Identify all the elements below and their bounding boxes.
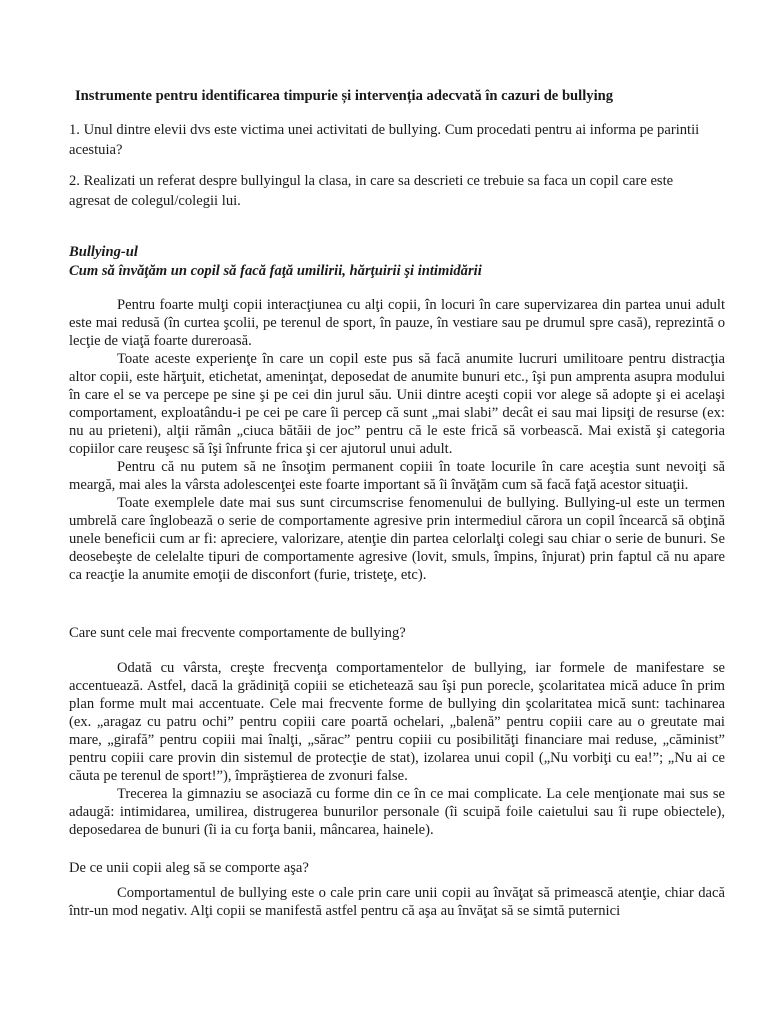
paragraph: Comportamentul de bullying este o cale prin care unii copii au învăţat să primească atenţie, chiar dacă într-un mod negativ. Alţi copii se manifestă astfel pentru că aşa au învăţat să se simtă puternici	[69, 885, 725, 919]
section-subheading: Cum să învăţăm un copil să facă faţă umilirii, hărţuirii şi intimidării	[69, 263, 482, 279]
document-title: Instrumente pentru identificarea timpurie și intervenția adecvată în cazuri de bullying	[75, 88, 614, 104]
question-heading-1: Care sunt cele mai frecvente comportamente de bullying?	[69, 625, 406, 641]
paragraph: Pentru că nu putem să ne însoţim permanent copiii în toate locurile în care aceştia sunt nevoiţi să meargă, mai ales la vârsta adolescenţei este foarte important să îi învăţăm cum să facă faţă acestor situaţii.	[69, 459, 725, 493]
body-section-3	[69, 884, 725, 920]
paragraph: Toate exemplele date mai sus sunt circumscrise fenomenului de bullying. Bullying-ul este un termen umbrelă care înglobează o serie de comportamente agresive prin intermediul cărora un copil încearcă să obţină unele beneficii cum ar fi: apreciere, valorizare, atenţie din partea celorlalţi colegi sau chiar o serie de bunuri. Se deosebeşte de celelalte tipuri de comportamente agresive (lovit, smuls, împins, înjurat) prin faptul că nu apare ca reacţie la anumite emoţii de disconfort (furie, tristeţe, etc).	[69, 495, 725, 583]
paragraph: Toate aceste experienţe în care un copil este pus să facă anumite lucruri umilitoare pentru distracţia altor copii, este hărţuit, etichetat, ameninţat, deposedat de anumite bunuri etc., îşi pun amprenta asupra modului în care el se va percepe pe sine şi pe cei din jurul său. Unii dintre aceşti copii vor alege să adopte şi ei acelaşi comportament, exploatându-i pe cei pe care îi percep că sunt „mai slabi” decât ei sau mai lipsiţi de resurse (ex: nu au prieteni), alţii rămân „ciuca bătăii de joc” pentru că le este frică să vorbească. Mai există şi categoria copiilor care reuşesc să îşi înfrunte frica şi cer ajutorul unui adult.	[69, 351, 725, 457]
paragraph: Odată cu vârsta, creşte frecvenţa comportamentelor de bullying, iar formele de manifestare se accentuează. Astfel, dacă la grădiniţă copiii se etichetează sau îşi pun porecle, şcolaritatea mică aduce în prim plan forme mult mai accentuate. Cele mai frecvente forme de bullying din şcolaritatea mică sunt: tachinarea (ex. „aragaz cu patru ochi” pentru copiii care poartă ochelari, „balenă” pentru copiii care au o greutate mai mare, „girafă” pentru copiii mai înalţi, „sărac” pentru copiii cu posibilităţi financiare mai reduse, „căminist” pentru copiii care provin din sistemul de protecţie de stat), izolarea unui copil („Nu vorbiţi cu ea!”; „Nu ai ce căuta pe terenul de sport!”), împrăştierea de zvonuri false.	[69, 660, 725, 784]
paragraph: Pentru foarte mulţi copii interacţiunea cu alţi copii, în locuri în care supervizarea din partea unui adult este mai redusă (în curtea şcolii, pe terenul de sport, în pauze, în vestiare sau pe drumul spre casă), reprezintă o lecţie de viaţă foarte dureroasă.	[69, 297, 725, 349]
question-heading-2: De ce unii copii aleg să se comporte aşa?	[69, 860, 309, 876]
question-2: 2. Realizati un referat despre bullyingul la clasa, in care sa descrieti ce trebuie sa faca un copil care este agresat de colegul/colegii lui.	[69, 173, 674, 209]
body-section-1	[69, 296, 725, 584]
paragraph: Trecerea la gimnaziu se asociază cu forme din ce în ce mai complicate. La cele menţionate mai sus se adaugă: intimidarea, umilirea, distrugerea bunurilor personale (îi scuipă foile caietului sau îi rupe obiectele), deposedarea de bunuri (îi ia cu forţa banii, mâncarea, hainele).	[69, 786, 725, 838]
section-heading: Bullying-ul	[69, 244, 138, 260]
body-section-2	[69, 659, 725, 839]
question-1: 1. Unul dintre elevii dvs este victima unei activitati de bullying. Cum procedati pentru ai informa pe parintii acestuia?	[69, 122, 700, 158]
